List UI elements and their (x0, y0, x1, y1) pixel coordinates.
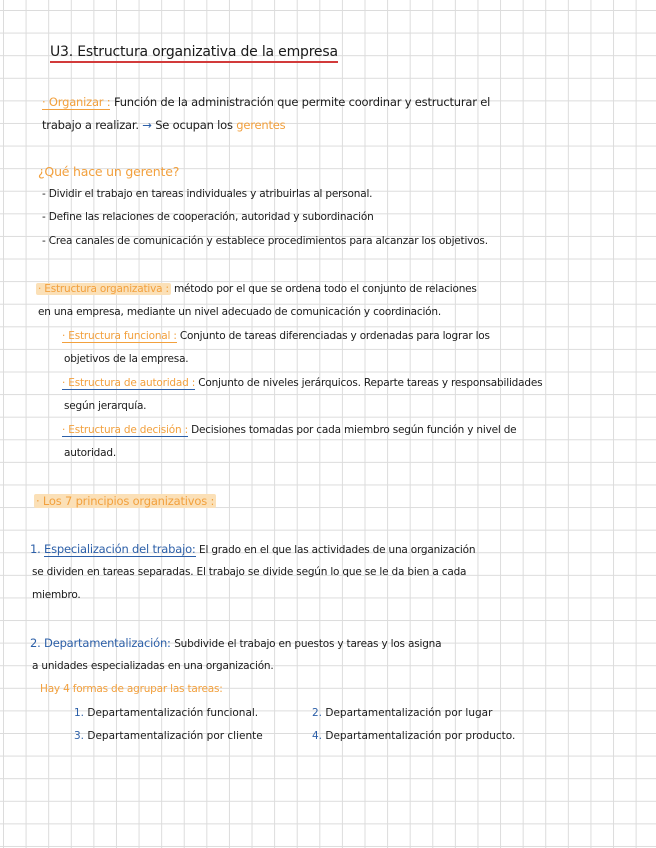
principio-2-term: Departamentalización: (44, 636, 171, 650)
funcional-line2: objetivos de la empresa. (64, 353, 189, 365)
forma-1-number: 1. (74, 707, 85, 719)
gerente-heading: ¿Qué hace un gerente? (38, 164, 180, 179)
principio-1-term: Especialización del trabajo: (44, 542, 196, 556)
estructura-def-1: método por el que se ordena todo el conjunto de relaciones (173, 283, 477, 295)
principio-1-line1 (30, 542, 475, 556)
estructura-line1 (36, 283, 477, 295)
organizar-def-2b: Se ocupan los (155, 118, 233, 132)
gerente-item-2: - Define las relaciones de cooperación, autoridad y subordinación (42, 211, 374, 223)
title-text: U3. Estructura organizativa de la empresa (50, 44, 338, 63)
forma-4-label: Departamentalización por producto. (325, 730, 516, 742)
forma-4 (312, 730, 515, 742)
arrow-icon: → (142, 118, 152, 132)
estructura-line2: en una empresa, mediante un nivel adecuado de comunicación y coordinación. (38, 306, 441, 318)
principio-1-line2: se dividen en tareas separadas. El trabajo se divide según lo que se le da bien a cada (32, 566, 467, 578)
forma-2-number: 2. (312, 707, 323, 719)
autoridad-line2: según jerarquía. (64, 400, 147, 412)
principio-2-def-1: Subdivide el trabajo en puestos y tareas y los asigna (174, 638, 442, 650)
principio-1-def-1: El grado en el que las actividades de una organización (199, 544, 476, 556)
forma-3 (74, 730, 263, 742)
forma-2-label: Departamentalización por lugar (325, 707, 493, 719)
forma-1 (74, 707, 258, 719)
principio-2-line1 (30, 636, 441, 650)
gerentes-word: gerentes (236, 118, 286, 132)
organizar-def-2: trabajo a realizar. (42, 118, 139, 132)
autoridad-def-1: Conjunto de niveles jerárquicos. Reparte tareas y responsabilidades (198, 377, 543, 389)
decision-line1 (62, 424, 516, 436)
gerente-item-1: - Dividir el trabajo en tareas individuales y atribuirlas al personal. (42, 188, 373, 200)
principio-1-line3: miembro. (32, 589, 81, 601)
funcional-def-1: Conjunto de tareas diferenciadas y ordenadas para lograr los (179, 330, 490, 342)
funcional-term: · Estructura funcional : (62, 330, 177, 342)
formas-heading: Hay 4 formas de agrupar las tareas: (40, 683, 223, 695)
principios-heading-text: · Los 7 principios organizativos : (36, 494, 215, 508)
principios-heading (34, 494, 216, 508)
gerente-item-3: - Crea canales de comunicación y establece procedimientos para alcanzar los objetivos. (42, 235, 488, 247)
forma-3-number: 3. (74, 730, 85, 742)
autoridad-term: · Estructura de autoridad : (62, 377, 196, 389)
decision-def-1: Decisiones tomadas por cada miembro según función y nivel de (191, 424, 517, 436)
principio-2-line2: a unidades especializadas en una organización. (32, 660, 274, 672)
organizar-term: · Organizar : (42, 95, 111, 109)
forma-4-number: 4. (312, 730, 323, 742)
organizar-def-1: Función de la administración que permite coordinar y estructurar el (113, 95, 491, 109)
page-title (50, 44, 338, 60)
estructura-term: · Estructura organizativa : (38, 283, 169, 295)
forma-1-label: Departamentalización funcional. (87, 707, 259, 719)
organizar-line1 (42, 95, 490, 109)
autoridad-line1 (62, 377, 542, 389)
forma-3-label: Departamentalización por cliente (87, 730, 263, 742)
decision-term: · Estructura de decisión : (62, 424, 188, 436)
principio-1-number: 1. (30, 542, 41, 556)
forma-2 (312, 707, 492, 719)
organizar-line2 (42, 118, 285, 132)
decision-line2: autoridad. (64, 447, 116, 459)
principio-2-number: 2. (30, 636, 41, 650)
funcional-line1 (62, 330, 490, 342)
